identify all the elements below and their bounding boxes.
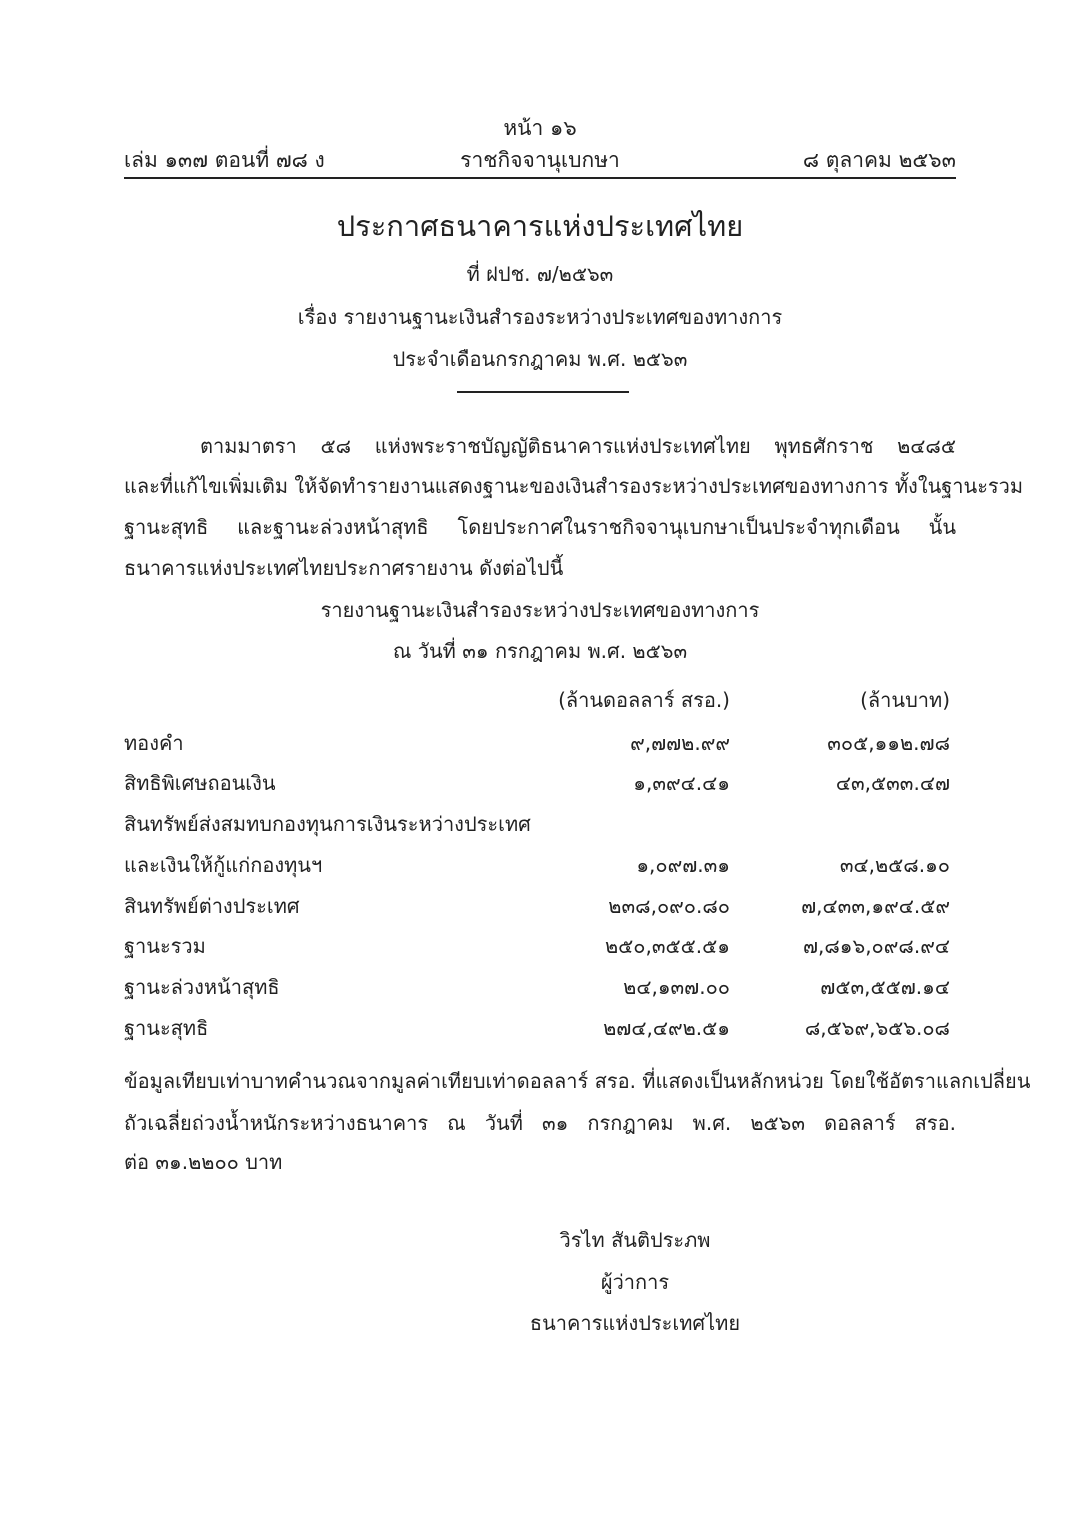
row-usd-value: ๑,๓๙๔.๔๑ [633, 771, 730, 795]
table-row [124, 1012, 956, 1042]
table-row [124, 727, 956, 757]
row-thb-value: ๘,๕๖๙,๖๕๖.๐๘ [804, 1016, 950, 1040]
report-as-of: ณ วันที่ ๓๑ กรกฎาคม พ.ศ. ๒๕๖๓ [392, 639, 688, 663]
announcement-number: ที่ ฝปช. ๗/๒๕๖๓ [466, 262, 614, 286]
row-label: และเงินให้กู้แก่กองทุนฯ [124, 853, 323, 877]
table-row [124, 930, 956, 960]
table-row [124, 767, 956, 797]
gazette-header [124, 144, 956, 172]
row-usd-value: ๒๔,๑๓๗.๐๐ [623, 975, 730, 999]
table-row [124, 971, 956, 1001]
row-thb-value: ๓๔,๒๕๘.๑๐ [839, 853, 950, 877]
note-line-2: ถัวเฉลี่ยถ่วงน้ำหนักระหว่างธนาคาร ณ วันที่ ๓๑ กรกฎาคม พ.ศ. ๒๕๖๓ ดอลลาร์ สรอ. [124, 1111, 956, 1135]
header-divider [124, 177, 956, 179]
subject-period: ประจำเดือนกรกฎาคม พ.ศ. ๒๕๖๓ [392, 347, 688, 371]
signatory-organization: ธนาคารแห่งประเทศไทย [529, 1311, 741, 1335]
row-label: สิทธิพิเศษถอนเงิน [124, 771, 276, 795]
intro-line-1: ตามมาตรา ๕๘ แห่งพระราชบัญญัติธนาคารแห่งประเทศไทย พุทธศักราช ๒๔๘๕ [200, 434, 956, 458]
report-heading: รายงานฐานะเงินสำรองระหว่างประเทศของทางการ [320, 598, 760, 622]
intro-line-3: ฐานะสุทธิ และฐานะล่วงหน้าสุทธิ โดยประกาศในราชกิจจานุเบกษาเป็นประจำทุกเดือน นั้น [124, 515, 956, 539]
publication-date: ๘ ตุลาคม ๒๕๖๓ [802, 148, 956, 172]
row-label: ฐานะรวม [124, 934, 206, 958]
row-thb-value: ๔๓,๕๓๓.๔๗ [835, 771, 950, 795]
row-usd-value: ๒๓๘,๐๙๐.๘๐ [608, 894, 730, 918]
row-usd-value: ๑,๐๙๗.๓๑ [636, 853, 730, 877]
column-header-usd: (ล้านดอลลาร์ สรอ.) [558, 688, 730, 712]
note-line-3: ต่อ ๓๑.๒๒๐๐ บาท [124, 1150, 283, 1174]
table-row [124, 890, 956, 920]
title-divider [457, 391, 629, 393]
row-usd-value: ๒๗๔,๔๙๒.๕๑ [603, 1016, 730, 1040]
row-label: ฐานะล่วงหน้าสุทธิ [124, 975, 280, 999]
column-header-thb: (ล้านบาท) [860, 688, 950, 712]
row-thb-value: ๗๕๓,๕๕๗.๑๔ [820, 975, 950, 999]
signatory-position: ผู้ว่าการ [600, 1270, 670, 1294]
row-thb-value: ๗,๔๓๓,๑๙๔.๕๙ [801, 894, 950, 918]
row-usd-value: ๙,๗๗๒.๙๙ [630, 731, 730, 755]
row-label: สินทรัพย์ต่างประเทศ [124, 894, 300, 918]
page-number: หน้า ๑๖ [503, 116, 577, 140]
intro-line-2: และที่แก้ไขเพิ่มเติม ให้จัดทำรายงานแสดงฐานะของเงินสำรองระหว่างประเทศของทางการ ทั้งในฐานะรวม [124, 474, 1024, 498]
note-line-1: ข้อมูลเทียบเท่าบาทคำนวณจากมูลค่าเทียบเท่าดอลลาร์ สรอ. ที่แสดงเป็นหลักหน่วย โดยใช้อัตราแลกเปลี่ยน [124, 1069, 1031, 1093]
row-label: สินทรัพย์ส่งสมทบกองทุนการเงินระหว่างประเทศ [124, 812, 531, 836]
gazette-name: ราชกิจจานุเบกษา [460, 148, 620, 172]
table-row [124, 849, 956, 879]
signatory-name: วิรไท สันติประภพ [559, 1228, 711, 1252]
intro-line-4: ธนาคารแห่งประเทศไทยประกาศรายงาน ดังต่อไปนี้ [124, 556, 564, 580]
table-header [124, 684, 956, 714]
table-row [124, 808, 956, 838]
announcement-subject: เรื่อง รายงานฐานะเงินสำรองระหว่างประเทศของทางการ [297, 305, 783, 329]
announcement-title: ประกาศธนาคารแห่งประเทศไทย [336, 209, 744, 243]
row-label: ฐานะสุทธิ [124, 1016, 209, 1040]
row-label: ทองคำ [124, 731, 184, 755]
row-thb-value: ๗,๘๑๖,๐๙๘.๙๔ [802, 934, 950, 958]
volume-issue: เล่ม ๑๓๗ ตอนที่ ๗๘ ง [124, 148, 325, 172]
row-thb-value: ๓๐๕,๑๑๒.๗๘ [827, 731, 950, 755]
row-usd-value: ๒๕๐,๓๕๕.๕๑ [604, 934, 730, 958]
